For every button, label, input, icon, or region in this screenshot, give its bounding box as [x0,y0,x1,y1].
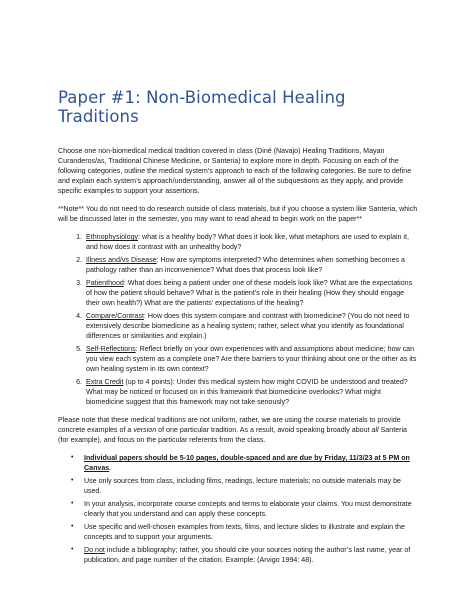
list-item: 6. Extra Credit (up to 4 points): Under this medical system how might COVID be understood and treated? What may be noticed or focused on in this framework that biomedicine overlooks? What might biomedicine suggest that this framework may not take seriously? [84,377,418,407]
list-item: • Use only sources from class, including films, readings, lecture materials; no outside materials may be used. [71,477,401,495]
list-item: 1. Ethnophysiology: what is a healthy body? What does it look like, what metaphors are used to explain it, and how does it contrast with an unhealthy body? [84,232,418,252]
closing-paragraph: Please note that these medical traditions are not uniform, rather, we are using the course materials to provide concrete examples of a version of one particular tradition. As a result, avoid speaking broadly about all Santeria (for example), and focus on the particular referents from the class. [58,416,408,444]
bullet-icon: • [71,546,74,553]
list-item: • Do not include a bibliography; rather, you should cite your sources noting the author’s last name, year of publication, and page number of the citation. Example: (Arvigo 1994: 48). [71,546,411,564]
bullet-icon: • [71,454,74,461]
list-item: 4. Compare/Contrast: How does this system compare and contrast with biomedicine? (You do not need to extensively describe biomedicine as a healing system; rather, select what you identify as foundational differences or similarities and explain.) [84,311,418,341]
list-item: 5. Self-Reflections: Reflect briefly on your own experiences with and assumptions about medicine; how can you view each system as a complete one? Are there barriers to your thinking about one or the other as its own healing system in its own context? [84,344,418,374]
note-paragraph: **Note** You do not need to do research outside of class materials, but if you choose a system like Santeria, which will be discussed later in the semester, you may want to read ahead to begin work on the paper** [58,205,418,223]
list-item: • Use specific and well-chosen examples from texts, films, and lecture slides to illustrate and explain the concepts and to support your arguments. [71,523,405,541]
bullet-icon: • [71,477,74,484]
list-item: • In your analysis, incorporate course concepts and terms to elaborate your claims. You must demonstrate clearly that you understand and can apply these concepts. [71,500,412,518]
requirements-list [58,453,418,565]
list-item: 2. Illness and/vs Disease: How are symptoms interpreted? Who determines when something becomes a pathology rather than an inconvenience? What does that process look like? [84,255,418,275]
list-item: • Individual papers should be 5-10 pages, double-spaced and are due by Friday, 11/3/23 at 5 PM on Canvas. [71,454,410,472]
bullet-icon: • [71,523,74,530]
page-title: Paper #1: Non-Biomedical Healing Traditions [58,88,346,126]
bullet-icon: • [71,500,74,507]
intro-paragraph: Choose one non-biomedical medical tradition covered in class (Diné (Navajo) Healing Traditions, Mayan Curanderos/as, Traditional Chinese Medicine, or Santeria) to explore more in depth. Focusing on each of the following categories, outline the medical system’s approach to each of the following categories. Be sure to define and explain each system’s approach/understanding, answer all of the subquestions as they apply, and provide specific examples to support your assertions. [58,147,412,195]
list-item: 3. Patienthood: What does being a patient under one of these models look like? What are the expectations of how the patient should behave? What is the patient’s role in their healing (How they should engage their own health?) What are the patients’ expectations of the healing? [84,278,418,308]
category-list [58,232,418,407]
